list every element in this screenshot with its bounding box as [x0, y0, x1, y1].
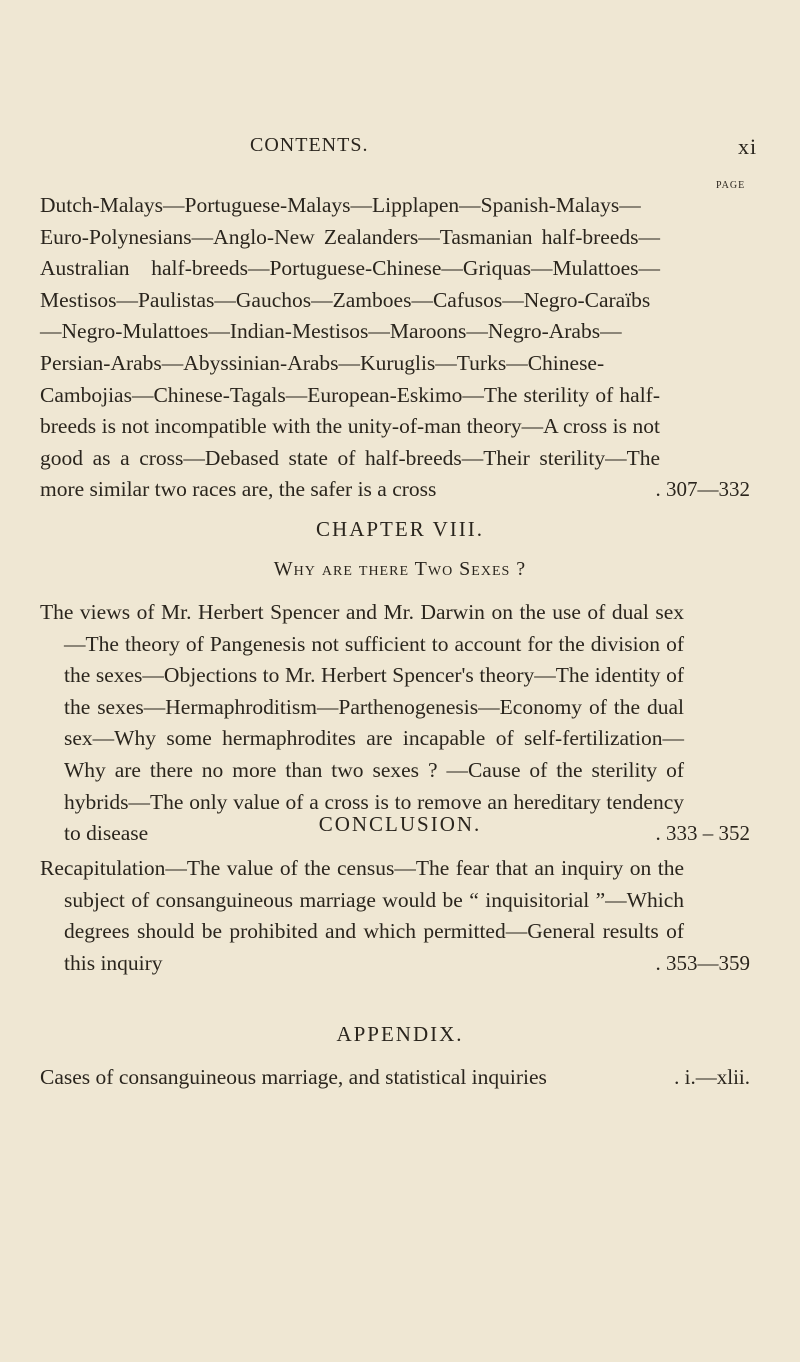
- contents-entry-part1: [40, 190, 750, 506]
- chapter-heading: CHAPTER VIII.: [316, 517, 484, 541]
- contents-entry-appendix: [40, 1062, 750, 1094]
- entry-text: Dutch-Malays—Portuguese-Malays—Lipplapen—Spanish-Malays—Euro-Polynesians—Anglo-New Zealanders—Tasmanian half-breeds—Australian half-breeds—Portuguese-Chinese—Griquas—Mulattoes—Mestisos—Paulistas—Gauchos—Zamboes—Cafusos—Negro-Caraïbs—Negro-Mulattoes—Indian-Mestisos—Maroons—Negro-Arabs—Persian-Arabs—Abyssinian-Arabs—Kuruglis—Turks—Chinese-Cambojias—Chinese-Tagals—European-Eskimo—The sterility of half-breeds is not incompatible with the unity-of-man theory—A cross is not good as a cross—Debased state of half-breeds—Their sterility—The more similar two races are, the safer is a cross: [40, 193, 660, 502]
- page-column-label: PAGE: [716, 180, 746, 191]
- entry-pages: . 333 – 352: [655, 821, 750, 846]
- running-head: [0, 134, 800, 164]
- conclusion-heading: CONCLUSION.: [318, 812, 482, 836]
- running-title: CONTENTS.: [250, 134, 369, 156]
- entry-text: The views of Mr. Herbert Spencer and Mr. Darwin on the use of dual sex—The theory of Pangenesis not sufficient to account for the division of the sexes—Objections to Mr. Herbert Spencer's theory—The identity of the sexes—Hermaphroditism—Parthenogenesis—Economy of the dual sex—Why some hermaphrodites are incapable of self-fertilization—Why are there no more than two sexes ? —Cause of the sterility of hybrids—The only value of a cross is to remove an hereditary tendency to disease: [40, 600, 684, 846]
- chapter-subheading: Why are there Two Sexes ?: [273, 558, 527, 580]
- appendix-heading: APPENDIX.: [336, 1022, 464, 1046]
- entry-text: Cases of consanguineous marriage, and statistical inquiries: [40, 1065, 547, 1089]
- page-number: xi: [738, 134, 758, 159]
- entry-pages: . 353—359: [655, 950, 750, 975]
- entry-pages: . i.—xlii.: [674, 1065, 750, 1089]
- contents-entry-conclusion: [40, 853, 750, 979]
- entry-text: Recapitulation—The value of the census—The fear that an inquiry on the subject of consanguineous marriage would be “ inquisitorial ”—Which degrees should be prohibited and which permitted—General results of this inquiry: [40, 856, 684, 975]
- entry-pages: . 307—332: [655, 477, 750, 502]
